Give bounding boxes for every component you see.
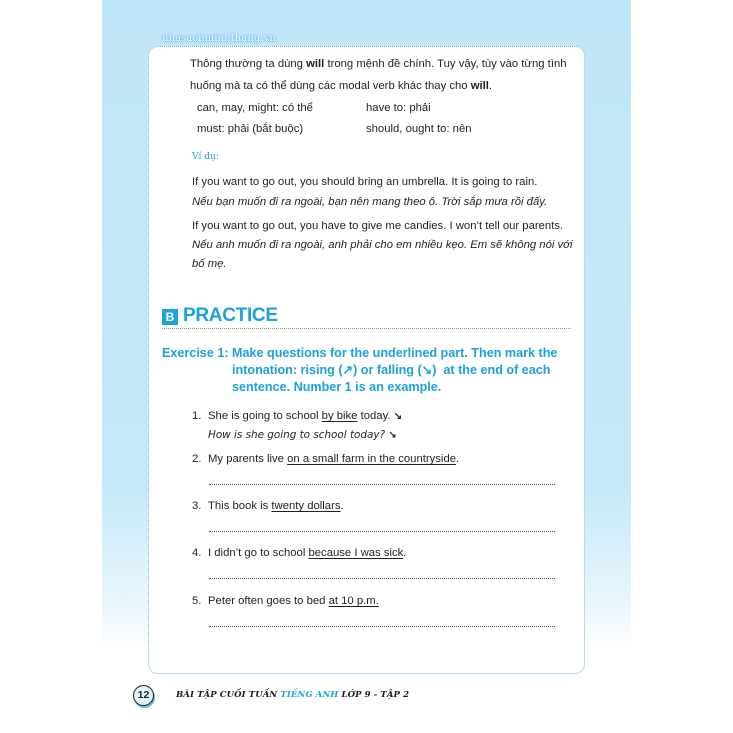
exercise-item-1-example-answer [208,428,397,443]
text: huống mà ta có thể dùng các modal verb khác thay cho [190,80,471,92]
underlined-part: by bike [321,410,358,422]
falling-intonation-icon: ↘ [393,411,403,422]
text: Peter often goes to bed [208,595,329,607]
example-label: Ví dụ: [192,152,219,162]
exercise-item-4 [208,546,406,560]
modal-left-1: can, may, might: có thể [197,102,313,114]
text: ) at the end of each [432,363,551,377]
example-1-vietnamese: Nếu bạn muốn đi ra ngoài, bạn nên mang theo ô. Trời sắp mưa rồi đấy. [192,196,548,208]
text: . [488,80,493,92]
text: LỚP 9 - TẬP 2 [338,690,410,700]
exercise-item-number: 4. [192,547,202,559]
text: trong mệnh đề chính. Tuy vậy, tùy vào từng tình [324,58,567,70]
bold-keyword: will [470,80,489,92]
underlined-part: on a small farm in the countryside [287,453,457,465]
grammar-intro-line-1 [190,57,567,71]
text: She is going to school [208,410,322,422]
text: My parents live [208,453,288,465]
underlined-part: at 10 p.m. [328,595,379,607]
modal-right-2: should, ought to: nên [366,123,472,135]
exercise-item-number: 5. [192,595,202,607]
example-1-english: If you want to go out, you should bring an umbrella. It is going to rain. [192,176,538,188]
exercise-instruction-line-1: Make questions for the underlined part. Then mark the [232,346,558,360]
exercise-item-3 [208,499,344,513]
modal-left-2: must: phải (bắt buộc) [197,123,304,135]
answer-line-4[interactable] [209,578,555,579]
falling-arrow-icon: ↘ [421,363,433,377]
section-divider [162,328,571,329]
answer-line-5[interactable] [209,626,555,627]
text: I didn’t go to school [208,547,309,559]
modal-right-1: have to: phải [366,102,431,114]
rising-arrow-icon: ↗ [342,363,354,377]
section-title: PRACTICE [183,305,278,326]
exercise-item-number: 3. [192,500,202,512]
watermark: nhasachminhthang.vn [162,33,276,44]
text: . [403,547,407,559]
book-title-footer [176,690,409,700]
exercise-item-2 [208,452,459,466]
exercise-item-5 [208,594,379,608]
text: This book is [208,500,272,512]
underlined-part: because I was sick [308,547,404,559]
answer-text: How is she going to school today? [208,429,389,441]
highlight-text: TIẾNG ANH [280,690,339,700]
exercise-item-number: 1. [192,410,202,422]
page-number-badge: 12 [133,685,154,706]
exercise-item-1 [208,409,402,424]
text: intonation: rising ( [232,363,343,377]
falling-intonation-icon: ↘ [388,430,397,441]
exercise-label: Exercise 1: [162,346,229,360]
exercise-instruction-line-3: sentence. Number 1 is an example. [232,380,442,394]
example-2-vietnamese-line-1: Nếu anh muốn đi ra ngoài, anh phải cho em nhiều kẹo. Em sẽ không nói với [192,239,573,251]
answer-line-2[interactable] [209,484,555,485]
text: ) or falling ( [353,363,422,377]
text: Thông thường ta dùng [190,58,307,70]
example-2-vietnamese-line-2: bố mẹ. [192,258,227,270]
exercise-instruction-line-2 [232,361,550,379]
section-badge: B [162,309,178,325]
example-2-english: If you want to go out, you have to give me candies. I won’t tell our parents. [192,220,564,232]
text: . [340,500,344,512]
grammar-intro-line-2 [190,79,492,93]
text: . [456,453,460,465]
exercise-item-number: 2. [192,453,202,465]
text: BÀI TẬP CUỐI TUẦN [176,690,281,700]
underlined-part: twenty dollars [271,500,341,512]
bold-keyword: will [306,58,325,70]
answer-line-3[interactable] [209,531,555,532]
text: today. [357,410,394,422]
